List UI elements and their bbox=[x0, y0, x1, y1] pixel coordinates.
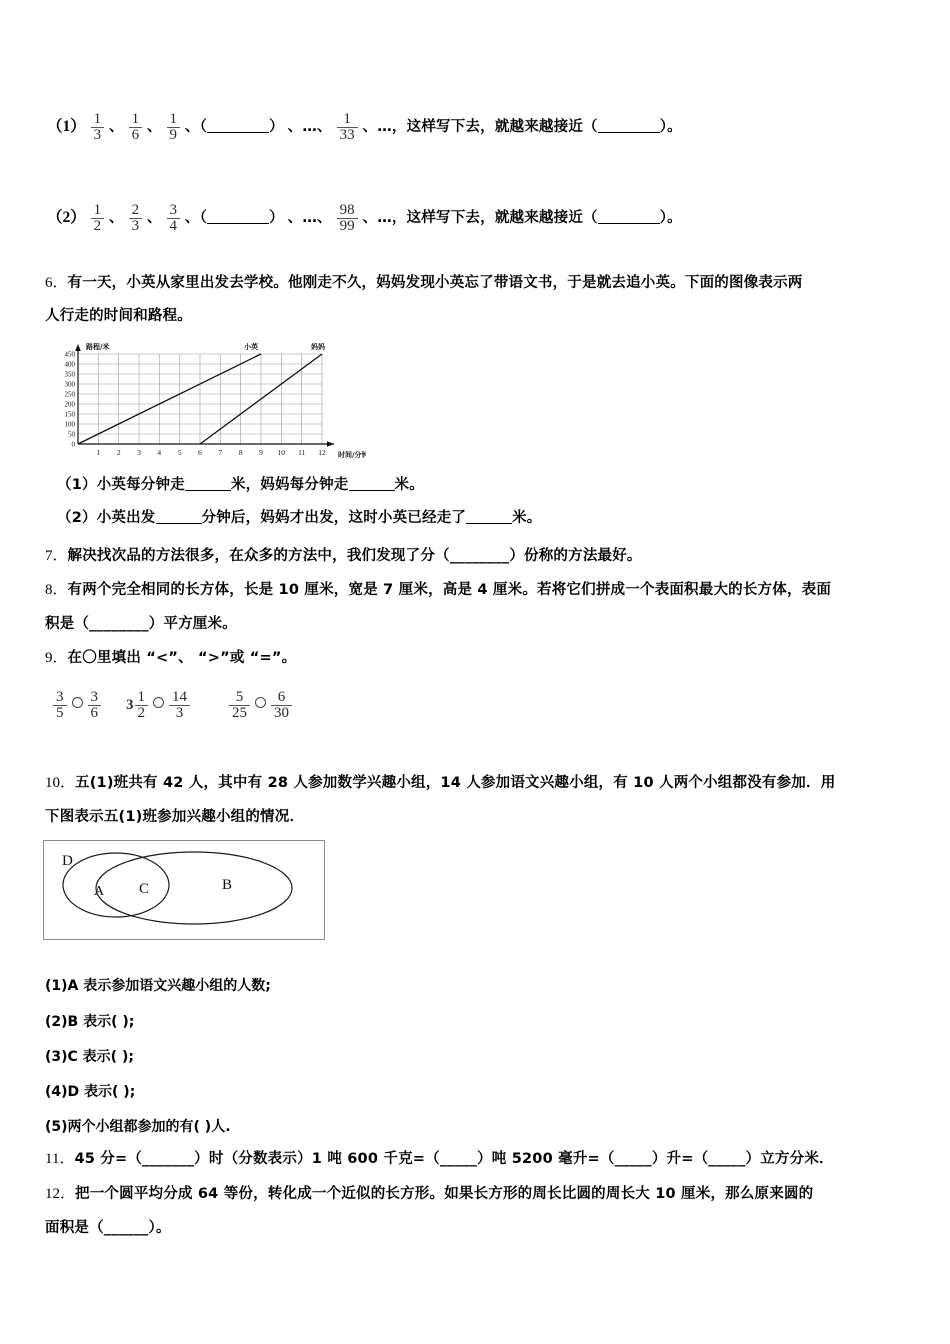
question-12-text-2: 面积是（______）。 bbox=[45, 1220, 171, 1236]
q10-sub-2[interactable]: (2)B 表示( ); bbox=[45, 1014, 135, 1030]
venn-label-C: C bbox=[139, 881, 150, 897]
fraction-1-33: $\frac{1}{33}$ bbox=[337, 112, 358, 144]
venn-label-B: B bbox=[222, 877, 233, 893]
question-7-number: 7． bbox=[45, 548, 68, 564]
sequence-item-1: （1） $\frac{1}{3}$ 、 $\frac{1}{6}$ 、 $\frac{1}{9}$ 、（ ） 、…、 $\frac{1}{33}$ 、…，这样写下去，就越来越接近（ ）。 bbox=[47, 111, 682, 144]
question-8-text-1: 有两个完全相同的长方体，长是 10 厘米，宽是 7 厘米，高是 4 厘米。若将它们拼成一个表面积最大的长方体，表面 bbox=[67, 582, 832, 598]
venn-ellipse-left bbox=[63, 853, 169, 917]
x-tick-11: 11 bbox=[298, 448, 306, 457]
comparison-2 bbox=[126, 690, 191, 722]
comparison-2-left: $\frac{1}{2}$ bbox=[135, 690, 149, 722]
sequence-item-2: （2） $\frac{1}{2}$ 、 $\frac{2}{3}$ 、 $\frac{3}{4}$ 、（ ） 、…、 $\frac{98}{99}$ 、…，这样写下去，就越来越接近（ ）。 bbox=[47, 202, 682, 235]
comparison-2-whole: 3 bbox=[126, 697, 134, 714]
answer-blank-seq1-b[interactable] bbox=[598, 119, 660, 133]
sequence-1-tail: 、…，这样写下去，就越来越接近（ bbox=[362, 119, 598, 136]
comparison-1-operator[interactable] bbox=[72, 697, 83, 708]
question-10-number: 10． bbox=[45, 775, 76, 791]
q10-sub-3[interactable]: (3)C 表示( ); bbox=[45, 1049, 134, 1065]
question-10-line1 bbox=[45, 775, 835, 792]
question-9 bbox=[45, 650, 296, 667]
sequence-1-close: ）。 bbox=[659, 119, 682, 136]
y-tick-450: 450 bbox=[64, 350, 75, 359]
question-8-line1 bbox=[45, 582, 831, 599]
series-label-xiaoying: 小英 bbox=[244, 343, 258, 351]
x-tick-3: 3 bbox=[137, 448, 141, 457]
question-7-text: 解决找次品的方法很多，在众多的方法中，我们发现了分（________）份称的方法最好。 bbox=[67, 548, 642, 564]
fraction-3-4: $\frac{3}{4}$ bbox=[167, 203, 181, 235]
comparison-2-operator[interactable] bbox=[153, 697, 164, 708]
question-12-text-1: 把一个圆平均分成 64 等份，转化成一个近似的长方形。如果长方形的周长比圆的周长大 10 厘米，那么原来圆的 bbox=[75, 1186, 814, 1202]
question-8-number: 8． bbox=[45, 582, 68, 598]
question-9-text: 在〇里填出 “<”、 “>”或 “=”。 bbox=[67, 650, 297, 666]
fraction-1-2: $\frac{1}{2}$ bbox=[91, 203, 105, 235]
series-label-mama: 妈妈 bbox=[311, 343, 325, 351]
answer-blank-seq2-a[interactable] bbox=[207, 210, 269, 224]
sep-3: 、（ bbox=[184, 119, 208, 136]
question-11-text: 45 分=（_______）时（分数表示）1 吨 600 千克=（_____）吨 5200 毫升=（_____）升=（_____）立方分米． bbox=[74, 1151, 834, 1167]
venn-label-D: D bbox=[62, 853, 73, 869]
comparison-2-right: $\frac{14}{3}$ bbox=[169, 690, 190, 722]
series-line-xiaoying bbox=[78, 354, 261, 444]
answer-blank-q6-2b[interactable] bbox=[466, 510, 512, 524]
comparison-3-operator[interactable] bbox=[255, 697, 266, 708]
comparison-3-left: $\frac{5}{25}$ bbox=[229, 690, 250, 722]
venn-diagram bbox=[43, 840, 325, 940]
question-6-sub1 bbox=[57, 477, 424, 493]
question-7 bbox=[45, 548, 642, 565]
question-10-text-1: 五(1)班共有 42 人，其中有 28 人参加数学兴趣小组，14 人参加语文兴趣小组，有 10 人两个小组都没有参加．用 bbox=[75, 775, 836, 791]
x-tick-labels bbox=[96, 448, 326, 457]
answer-blank-q6-1b[interactable] bbox=[349, 477, 395, 491]
x-tick-10: 10 bbox=[277, 448, 286, 457]
comparison-3-right: $\frac{6}{30}$ bbox=[271, 690, 292, 722]
question-6-line1 bbox=[45, 275, 803, 292]
answer-blank-seq1-a[interactable] bbox=[207, 119, 269, 133]
q10-sub-4[interactable]: (4)D 表示( ); bbox=[45, 1084, 136, 1100]
question-11 bbox=[45, 1151, 834, 1168]
sequence-1-marker: （1） bbox=[47, 118, 86, 136]
question-6-sub2 bbox=[57, 510, 542, 526]
x-tick-9: 9 bbox=[259, 448, 263, 457]
q6-sub2-text-b: 分钟后，妈妈才出发，这时小英已经走了 bbox=[201, 510, 467, 526]
x-tick-1: 1 bbox=[96, 448, 101, 457]
x-axis-arrow bbox=[327, 441, 334, 447]
chart-svg bbox=[46, 336, 366, 462]
question-6-line2 bbox=[45, 308, 192, 324]
x-tick-8: 8 bbox=[238, 448, 243, 457]
y-tick-200: 200 bbox=[64, 400, 75, 409]
y-tick-0: 0 bbox=[71, 440, 75, 449]
answer-blank-q6-1a[interactable] bbox=[185, 477, 231, 491]
question-8-text-2: 积是（________）平方厘米。 bbox=[45, 616, 237, 632]
x-tick-6: 6 bbox=[198, 448, 202, 457]
fraction-2-3: $\frac{2}{3}$ bbox=[129, 203, 143, 235]
fraction-1-6: $\frac{1}{6}$ bbox=[129, 112, 143, 144]
y-tick-300: 300 bbox=[64, 380, 75, 389]
y-tick-labels bbox=[65, 351, 76, 449]
venn-label-A: A bbox=[94, 884, 105, 899]
venn-ellipse-right bbox=[96, 852, 292, 924]
y-tick-400: 400 bbox=[64, 360, 75, 369]
answer-blank-seq2-b[interactable] bbox=[598, 210, 660, 224]
question-12-line1 bbox=[45, 1186, 813, 1203]
x-tick-7: 7 bbox=[218, 448, 223, 457]
y-axis-label: 路程/米 bbox=[86, 343, 110, 351]
q6-sub2-text-a: （2）小英出发 bbox=[57, 510, 156, 526]
y-axis-arrow bbox=[75, 344, 81, 351]
sequence-2-close: ）。 bbox=[659, 210, 682, 227]
question-10-text-2: 下图表示五(1)班参加兴趣小组的情况． bbox=[45, 809, 305, 825]
fraction-1-3: $\frac{1}{3}$ bbox=[91, 112, 105, 144]
x-tick-5: 5 bbox=[177, 448, 182, 457]
x-tick-4: 4 bbox=[157, 448, 162, 457]
chart-axes bbox=[78, 346, 334, 444]
question-10-line2 bbox=[45, 809, 304, 825]
fraction-1-9: $\frac{1}{9}$ bbox=[167, 112, 181, 144]
question-12-line2 bbox=[45, 1220, 171, 1236]
y-tick-250: 250 bbox=[64, 390, 75, 399]
q6-sub1-text-c: 米。 bbox=[394, 477, 424, 493]
question-6-number: 6． bbox=[45, 275, 68, 291]
question-9-number: 9． bbox=[45, 650, 68, 666]
y-tick-100: 100 bbox=[64, 420, 75, 429]
question-6-text-1: 有一天，小英从家里出发去学校。他刚走不久，妈妈发现小英忘了带语文书，于是就去追小英。下面的图像表示两 bbox=[67, 275, 803, 291]
answer-blank-q6-2a[interactable] bbox=[156, 510, 202, 524]
x-tick-12: 12 bbox=[318, 448, 326, 457]
question-11-number: 11． bbox=[45, 1151, 75, 1167]
sep-2: 、 bbox=[146, 119, 162, 136]
y-tick-350: 350 bbox=[64, 370, 75, 379]
fraction-98-99: $\frac{98}{99}$ bbox=[337, 203, 358, 235]
chart-grid bbox=[78, 354, 322, 444]
q6-sub2-text-c: 米。 bbox=[512, 510, 542, 526]
y-tick-50: 50 bbox=[68, 430, 75, 439]
question-6-text-2: 人行走的时间和路程。 bbox=[45, 308, 192, 324]
y-tick-150: 150 bbox=[64, 410, 75, 419]
comparison-3 bbox=[228, 690, 293, 722]
venn-svg bbox=[44, 841, 322, 937]
question-12-number: 12． bbox=[45, 1186, 76, 1202]
travel-time-distance-chart bbox=[46, 336, 366, 462]
comparison-1-right: $\frac{3}{6}$ bbox=[88, 690, 102, 722]
q10-sub-5[interactable]: (5)两个小组都参加的有( )人. bbox=[45, 1119, 231, 1135]
q10-sub-1: (1)A 表示参加语文兴趣小组的人数; bbox=[45, 978, 271, 994]
x-axis-label: 时间/分钟 bbox=[338, 451, 366, 459]
sep-1: 、 bbox=[109, 119, 124, 136]
sequence-2-tail: 、…，这样写下去，就越来越接近（ bbox=[362, 210, 598, 227]
sep-4: 、…、 bbox=[287, 119, 332, 136]
x-tick-2: 2 bbox=[116, 448, 121, 457]
q6-sub1-text-a: （1）小英每分钟走 bbox=[57, 477, 185, 493]
q6-sub1-text-b: 米，妈妈每分钟走 bbox=[230, 477, 349, 493]
comparison-1-left: $\frac{3}{5}$ bbox=[53, 690, 67, 722]
sequence-2-marker: （2） bbox=[47, 209, 86, 227]
comparison-1 bbox=[52, 690, 102, 722]
question-8-line2 bbox=[45, 616, 237, 632]
